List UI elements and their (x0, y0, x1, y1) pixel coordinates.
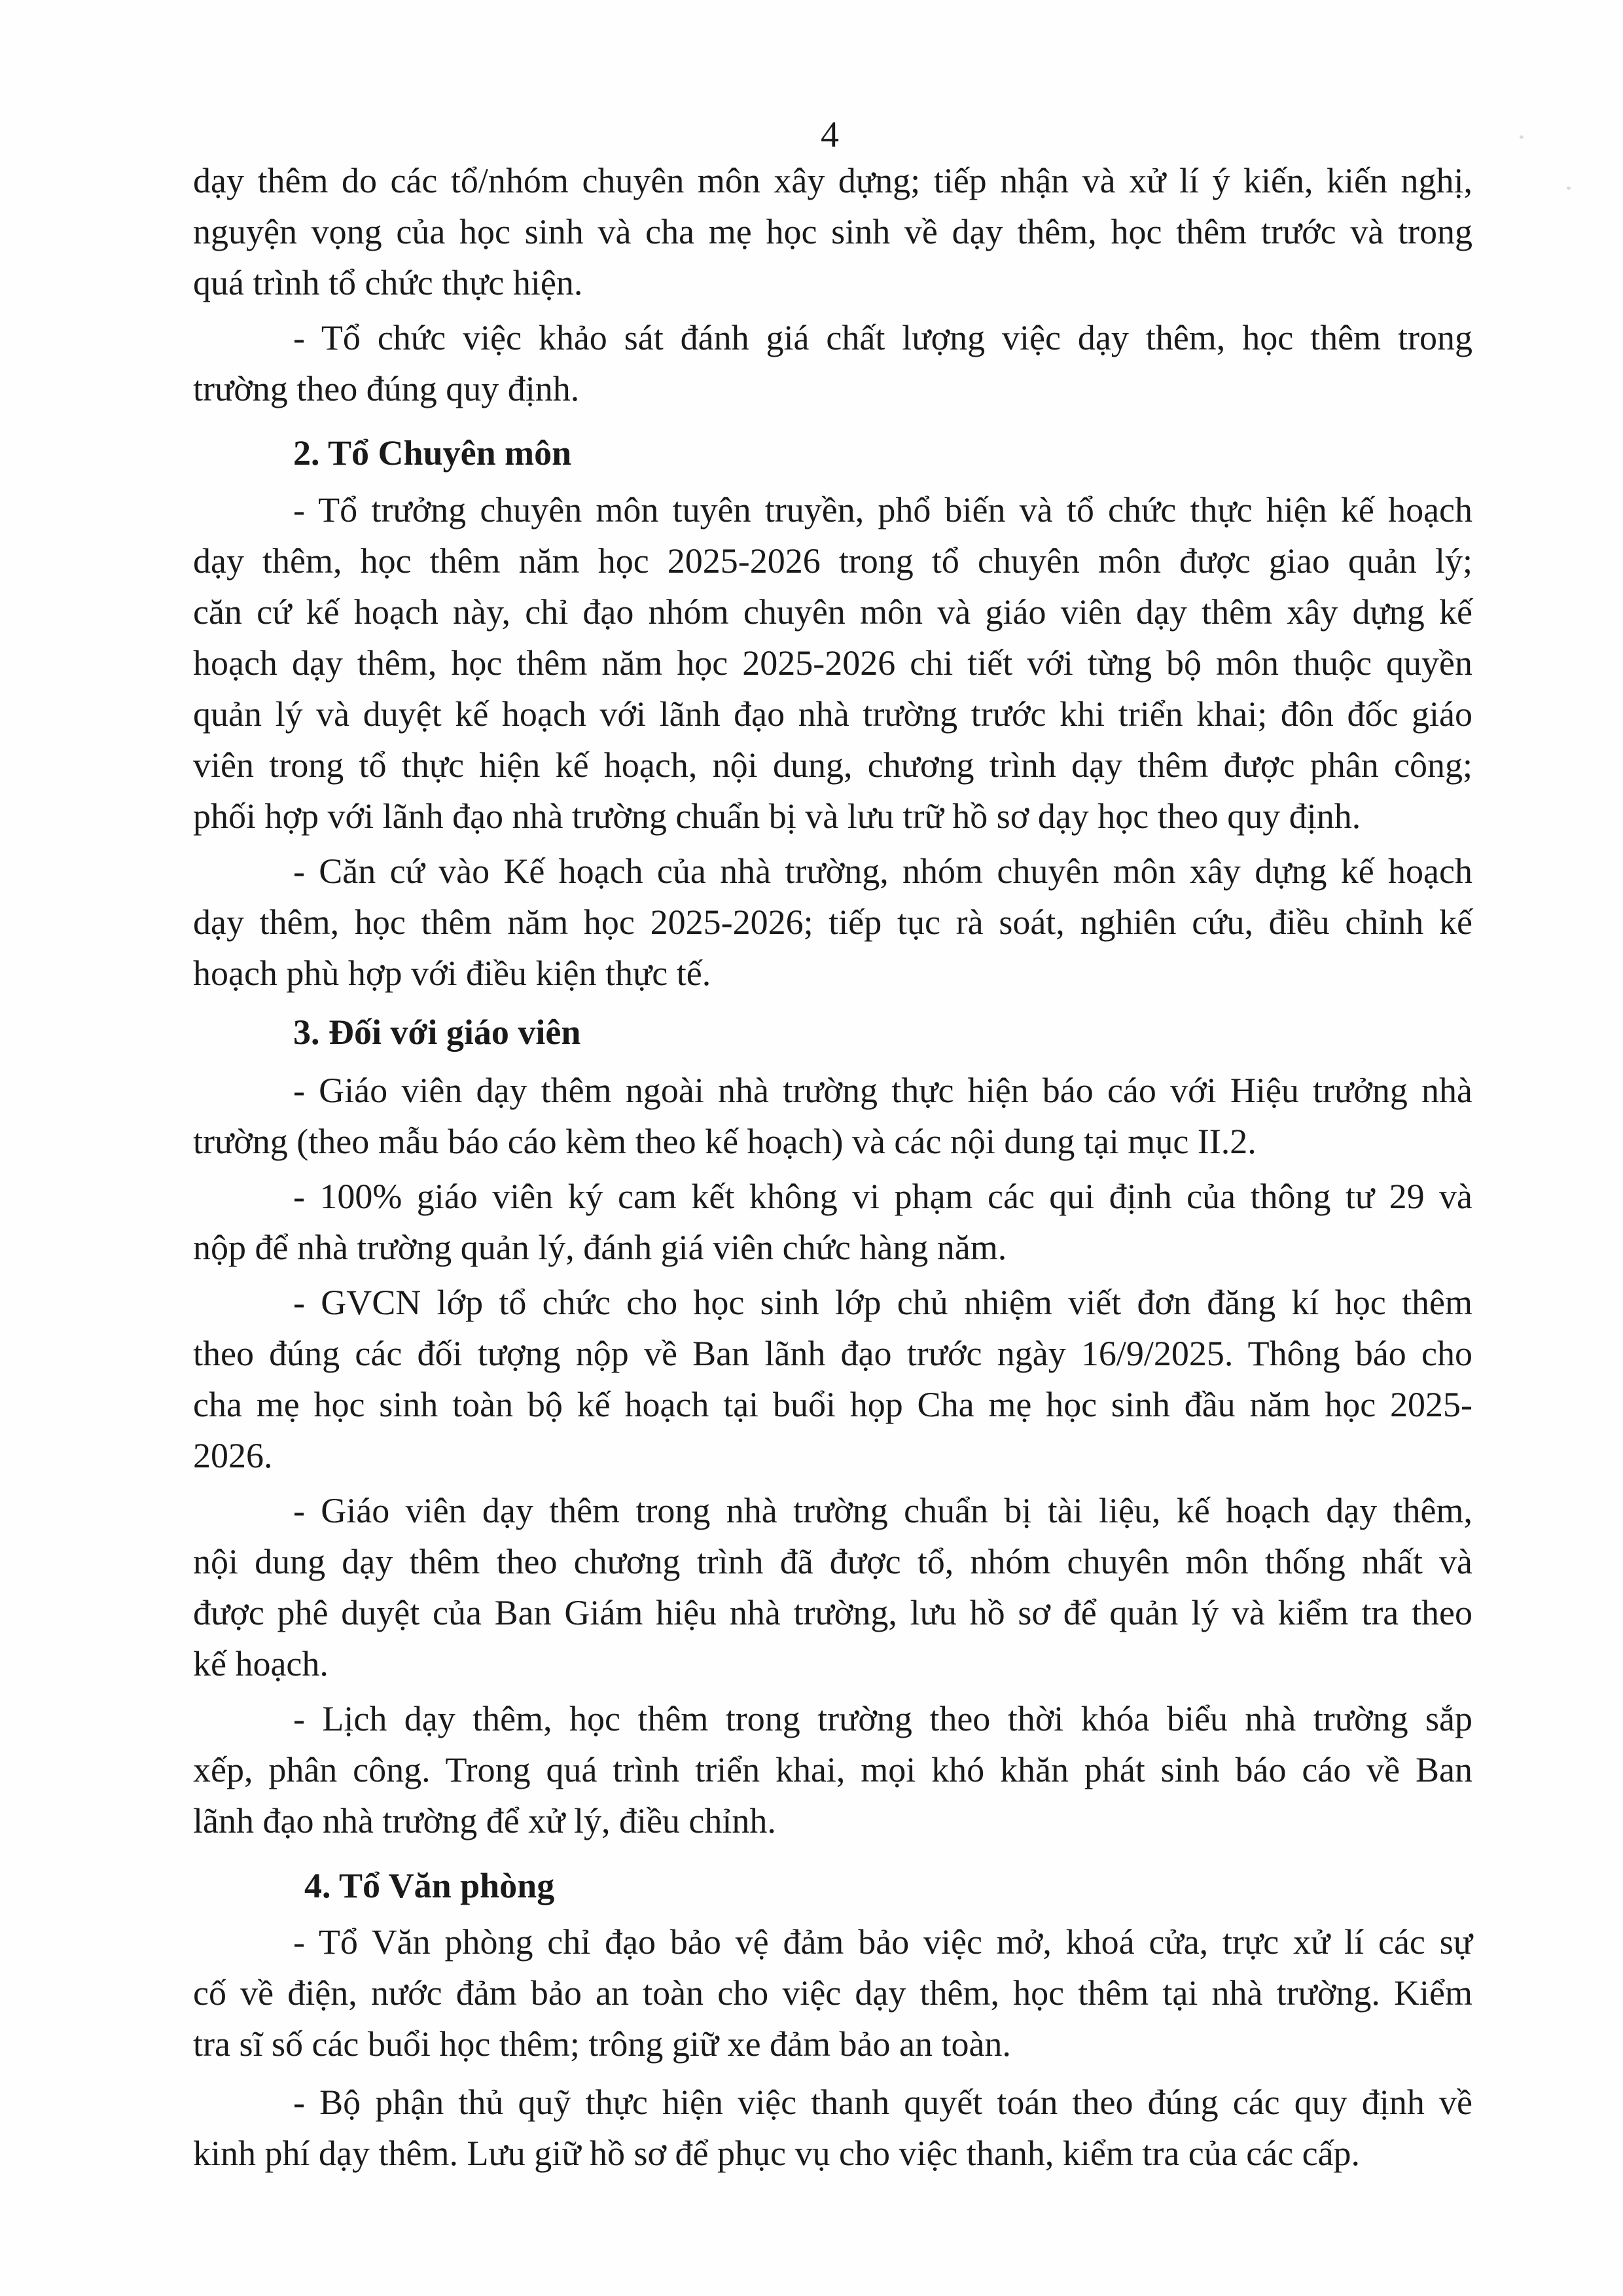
text-line: kế hoạch. (193, 1644, 329, 1683)
page-number: 4 (821, 115, 839, 155)
text-line: nguyện vọng của học sinh và cha mẹ học sinh về dạy thêm, học thêm trước và trong (193, 212, 1472, 251)
paragraph-office-duties (193, 1916, 1472, 2070)
text-line: - Lịch dạy thêm, học thêm trong trường theo thời khóa biểu nhà trường sắp (293, 1699, 1472, 1738)
paragraph-continued-responsibilities (193, 155, 1472, 308)
text-line: hoạch phù hợp với điều kiện thực tế. (193, 954, 711, 993)
paragraph-homeroom-teacher (193, 1277, 1472, 1481)
text-line: trường (theo mẫu báo cáo kèm theo kế hoạch) và các nội dung tại mục II.2. (193, 1122, 1257, 1161)
paragraph-teacher-commitment (193, 1171, 1472, 1273)
text-line: - Giáo viên dạy thêm trong nhà trường chuẩn bị tài liệu, kế hoạch dạy thêm, (293, 1491, 1472, 1530)
text-line: xếp, phân công. Trong quá trình triển khai, mọi khó khăn phát sinh báo cáo về Ban (193, 1750, 1472, 1789)
text-line: cha mẹ học sinh toàn bộ kế hoạch tại buổi họp Cha mẹ học sinh đầu năm học 2025- (193, 1385, 1472, 1424)
paragraph-department-head-duties (193, 484, 1472, 842)
text-line: phối hợp với lãnh đạo nhà trường chuẩn bị và lưu trữ hồ sơ dạy học theo quy định. (193, 797, 1361, 836)
text-line: nội dung dạy thêm theo chương trình đã được tổ, nhóm chuyên môn thống nhất và (193, 1542, 1472, 1581)
text-line: dạy thêm, học thêm năm học 2025-2026; tiếp tục rà soát, nghiên cứu, điều chỉnh kế (193, 903, 1472, 942)
text-line: được phê duyệt của Ban Giám hiệu nhà trường, lưu hồ sơ để quản lý và kiểm tra theo (193, 1593, 1472, 1632)
text-line: - Tổ Văn phòng chỉ đạo bảo vệ đảm bảo việc mở, khoá cửa, trực xử lí các sự (293, 1922, 1472, 1962)
paragraph-treasurer-duties (193, 2077, 1472, 2179)
text-line: - GVCN lớp tổ chức cho học sinh lớp chủ nhiệm viết đơn đăng kí học thêm (293, 1283, 1472, 1322)
paragraph-inschool-teaching-prep (193, 1485, 1472, 1689)
text-line: kinh phí dạy thêm. Lưu giữ hồ sơ để phục vụ cho việc thanh, kiểm tra của các cấp. (193, 2134, 1361, 2173)
text-line: cố về điện, nước đảm bảo an toàn cho việc dạy thêm, học thêm tại nhà trường. Kiểm (193, 1973, 1472, 2013)
text-line: viên trong tổ thực hiện kế hoạch, nội dung, chương trình dạy thêm được phân công; (193, 745, 1472, 785)
text-line: - Giáo viên dạy thêm ngoài nhà trường thực hiện báo cáo với Hiệu trưởng nhà (293, 1071, 1472, 1110)
text-line: nộp để nhà trường quản lý, đánh giá viên chức hàng năm. (193, 1228, 1007, 1267)
text-line: tra sĩ số các buổi học thêm; trông giữ xe đảm bảo an toàn. (193, 2024, 1011, 2064)
paragraph-schedule (193, 1693, 1472, 1846)
paragraph-outside-teaching-report (193, 1065, 1472, 1167)
text-line: - 100% giáo viên ký cam kết không vi phạm các qui định của thông tư 29 và (293, 1177, 1472, 1216)
text-line: - Tổ chức việc khảo sát đánh giá chất lượng việc dạy thêm, học thêm trong (293, 318, 1472, 357)
text-line: dạy thêm do các tổ/nhóm chuyên môn xây dựng; tiếp nhận và xử lí ý kiến, kiến nghị, (193, 161, 1472, 200)
text-line: 2026. (193, 1436, 273, 1475)
scan-speck (1520, 135, 1524, 139)
text-line: trường theo đúng quy định. (193, 369, 580, 408)
text-line: lãnh đạo nhà trường để xử lý, điều chỉnh. (193, 1801, 776, 1840)
text-line: quá trình tổ chức thực hiện. (193, 263, 583, 302)
text-line: quản lý và duyệt kế hoạch với lãnh đạo nhà trường trước khi triển khai; đôn đốc giáo (193, 694, 1472, 734)
section-heading-3: 3. Đối với giáo viên (293, 1013, 581, 1052)
text-line: căn cứ kế hoạch này, chỉ đạo nhóm chuyên môn và giáo viên dạy thêm xây dựng kế (193, 592, 1472, 632)
text-line: dạy thêm, học thêm năm học 2025-2026 trong tổ chuyên môn được giao quản lý; (193, 541, 1472, 581)
text-line: - Bộ phận thủ quỹ thực hiện việc thanh quyết toán theo đúng các quy định về (293, 2083, 1472, 2122)
text-line: - Tổ trưởng chuyên môn tuyên truyền, phổ biến và tổ chức thực hiện kế hoạch (293, 490, 1472, 529)
text-line: hoạch dạy thêm, học thêm năm học 2025-2026 chi tiết với từng bộ môn thuộc quyền (193, 643, 1472, 683)
paragraph-quality-survey (193, 312, 1472, 414)
scan-speck (1567, 187, 1571, 190)
section-heading-2: 2. Tổ Chuyên môn (293, 433, 572, 473)
paragraph-subject-group-plan (193, 846, 1472, 999)
text-line: theo đúng các đối tượng nộp về Ban lãnh đạo trước ngày 16/9/2025. Thông báo cho (193, 1334, 1472, 1373)
section-heading-4: 4. Tổ Văn phòng (304, 1866, 555, 1905)
text-line: - Căn cứ vào Kế hoạch của nhà trường, nhóm chuyên môn xây dựng kế hoạch (293, 852, 1472, 891)
